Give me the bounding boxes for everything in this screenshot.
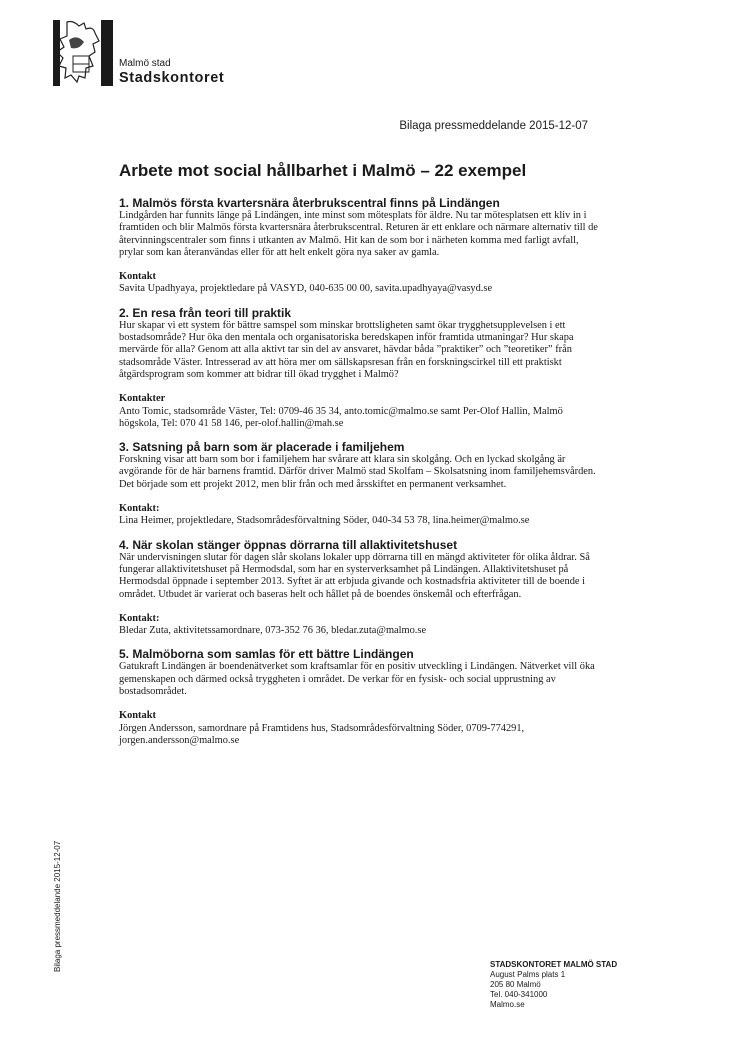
org-name-large: Stadskontoret bbox=[119, 70, 225, 86]
contact-text: Anto Tomic, stadsområde Väster, Tel: 0709-46 35 34, anto.tomic@malmo.se samt Per-Olof Hallin, Malmö högskola, Tel: 070 41 58 146, per-olof.hallin@mah.se bbox=[119, 405, 563, 429]
contact-heading: Kontakter bbox=[119, 393, 166, 405]
footer-street: August Palms plats 1 bbox=[490, 970, 566, 979]
footer-address bbox=[490, 960, 617, 1010]
section-body: När undervisningen slutar för dagen slår skolans lokaler upp dörrarna till en mängd aktiviteter för olika åldrar. Så fungerar allaktivitetshuset på Hermodsdal, som har en systerverksamhet på Lindängen. Allaktivitetshuset på Hermodsdal öppnade i september 2013. Syftet är att erbjuda givande och kostnadsfria aktiviteter till de boende i området. Utbudet är varierat och baseras helt och hållet på de boendes önskemål och efterfrågan. bbox=[119, 551, 590, 600]
section-heading: 3. Satsning på barn som är placerade i familjehem bbox=[119, 440, 405, 455]
section-3 bbox=[119, 440, 599, 527]
dateline: Bilaga pressmeddelande 2015-12-07 bbox=[399, 120, 588, 132]
contact-text: Jörgen Andersson, samordnare på Framtidens hus, Stadsområdesförvaltning Söder, 0709-774291, jorgen.andersson@malmo.se bbox=[119, 722, 525, 746]
footer-website: Malmo.se bbox=[490, 1000, 525, 1009]
section-heading: 1. Malmös första kvartersnära återbrukscentral finns på Lindängen bbox=[119, 196, 500, 210]
section-5 bbox=[119, 647, 599, 747]
contact-heading: Kontakt: bbox=[119, 612, 160, 624]
section-body: Gatukraft Lindängen är boendenätverket som kraftsamlar för en positiv utveckling i Lindängen. Nätverket vill öka gemenskapen och därmed också tryggheten i området. De verkar för en fysisk- och social upprustning av bostadsområdet. bbox=[119, 661, 595, 698]
document-body bbox=[119, 196, 599, 757]
contact-heading: Kontakt bbox=[119, 271, 156, 283]
side-margin-text: Bilaga pressmeddelande 2015-12-07 bbox=[53, 840, 62, 972]
section-4 bbox=[119, 538, 599, 638]
section-body: Hur skapar vi ett system för bättre samspel som minskar brottsligheten samt ökar trygghetsupplevelsen i ett bostadsområde? Hur öka den mentala och organisatoriska beredskapen inför framtida utmaningar? Hur skapa mervärde för alla? Genom att alla aktivt tar sin del av ansvaret, hävdar båda ”praktiker” och ”teoretiker” från stadsområde Väster. Intresserad av att höra mer om sällskapsresan från en forskningscirkel till ett praktiskt åtgärdsprogram som kommer att bidrar till ökad trygghet i Malmö? bbox=[119, 319, 574, 380]
section-2 bbox=[119, 306, 599, 430]
malmo-griffin-crest-icon bbox=[53, 20, 113, 86]
contact-heading: Kontakt: bbox=[119, 503, 160, 515]
section-heading: 2. En resa från teori till praktik bbox=[119, 305, 292, 320]
section-heading: 5. Malmöborna som samlas för ett bättre Lindängen bbox=[119, 647, 414, 662]
section-body: Lindgården har funnits länge på Lindängen, inte minst som mötesplats för äldre. Nu tar mötesplatsen ett kliv in i framtiden och blir Malmös första kvartersnära återbrukscentral. Returen är ett enklare och närmare alternativ till de återvinningscentraler som finns i utkanten av Malmö. Hit kan de som bor i närheten komma med farligt avfall, prylar som kan återanvändas eller för att helt enkelt göra nya saker av gamla. bbox=[119, 210, 598, 258]
contact-text: Bledar Zuta, aktivitetssamordnare, 073-352 76 36, bledar.zuta@malmo.se bbox=[119, 625, 427, 637]
footer-postal: 205 80 Malmö bbox=[490, 980, 541, 989]
org-name-small: Malmö stad bbox=[119, 58, 171, 69]
footer-org-name: STADSKONTORET MALMÖ STAD bbox=[490, 960, 618, 969]
document-title: Arbete mot social hållbarhet i Malmö – 22 exempel bbox=[119, 161, 527, 180]
footer-phone: Tel. 040-341000 bbox=[490, 990, 548, 999]
section-body: Forskning visar att barn som bor i familjehem har svårare att klara sin skolgång. Och en lyckad skolgång är avgörande för de här barnens framtid. Därför driver Malmö stad Skolfam – Skolsatsning inom familjehemsvården. Det började som ett projekt 2012, men blir från och med årsskiftet en permanent verksamhet. bbox=[119, 454, 596, 490]
contact-heading: Kontakt bbox=[119, 710, 156, 722]
section-1 bbox=[119, 196, 599, 296]
contact-text: Lina Heimer, projektledare, Stadsområdesförvaltning Söder, 040-34 53 78, lina.heimer@malmo.se bbox=[119, 515, 530, 527]
section-heading: 4. När skolan stänger öppnas dörrarna till allaktivitetshuset bbox=[119, 537, 458, 552]
contact-text: Savita Upadhyaya, projektledare på VASYD, 040-635 00 00, savita.upadhyaya@vasyd.se bbox=[119, 283, 493, 295]
